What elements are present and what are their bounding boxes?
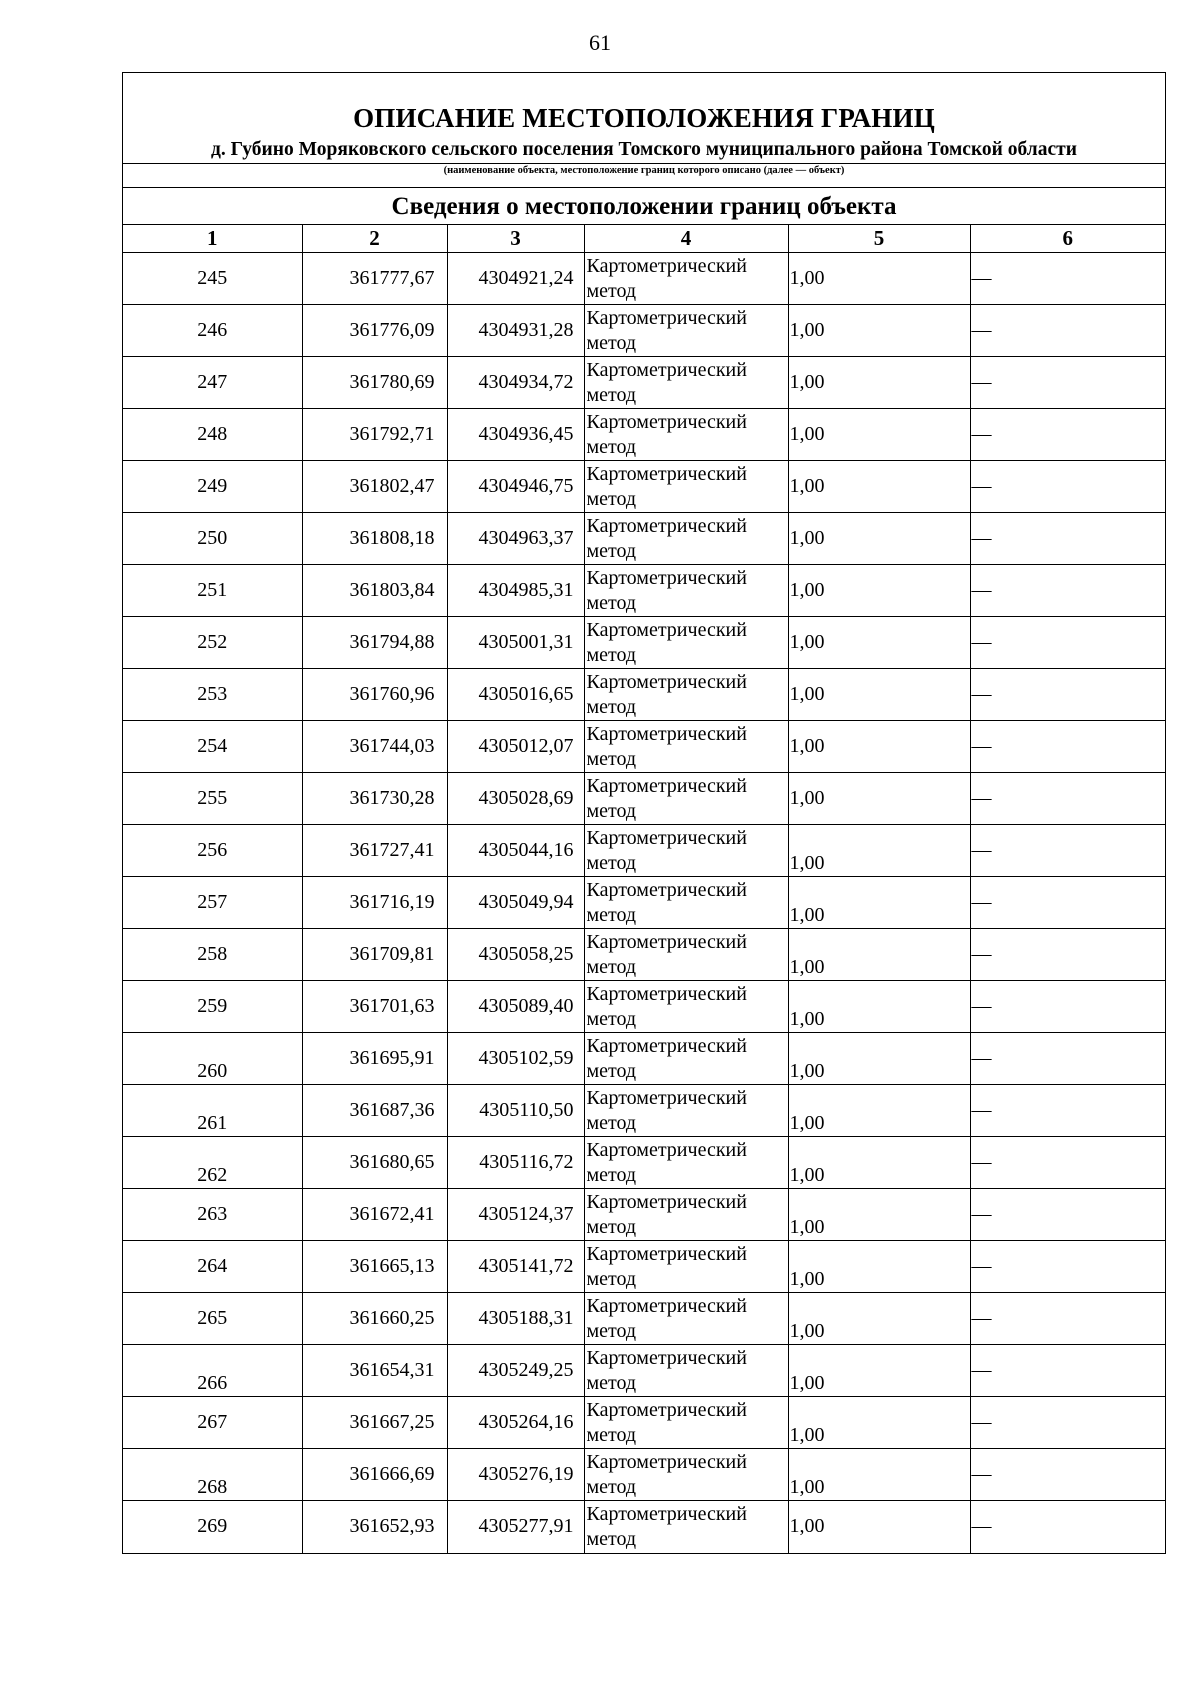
coordinate-y: 4305277,91 [447,1501,584,1553]
coordinate-x: 361701,63 [302,981,447,1033]
accuracy-value: 1,00 [788,1033,970,1085]
coordinate-x: 361744,03 [302,721,447,773]
method-line-2: метод [586,851,637,874]
accuracy-value: 1,00 [788,1189,970,1241]
accuracy-value: 1,00 [788,1397,970,1449]
column-header-6: 6 [970,225,1165,253]
method-line-1: Картометрический [586,722,747,745]
point-description: — [970,305,1165,357]
method-cell [584,1137,788,1189]
method-cell [584,1241,788,1293]
method-line-1: Картометрический [586,358,747,381]
method-cell [584,1033,788,1085]
coordinate-x: 361777,67 [302,253,447,305]
point-description: — [970,773,1165,825]
accuracy-value: 1,00 [788,565,970,617]
method-line-1: Картометрический [586,670,747,693]
coordinate-y: 4304921,24 [447,253,584,305]
method-line-1: Картометрический [586,410,747,433]
table-row [123,877,1165,929]
table-row [123,721,1165,773]
column-header-4: 4 [584,225,788,253]
table-row [123,773,1165,825]
method-line-1: Картометрический [586,1034,747,1057]
point-number: 249 [123,461,302,513]
method-line-1: Картометрический [586,306,747,329]
coordinate-x: 361666,69 [302,1449,447,1501]
coordinate-y: 4305058,25 [447,929,584,981]
method-line-1: Картометрический [586,1346,747,1369]
coordinate-y: 4305116,72 [447,1137,584,1189]
coordinate-y: 4305188,31 [447,1293,584,1345]
method-cell [584,1345,788,1397]
coordinate-x: 361667,25 [302,1397,447,1449]
document-title: ОПИСАНИЕ МЕСТОПОЛОЖЕНИЯ ГРАНИЦ [353,103,935,133]
coordinate-x: 361794,88 [302,617,447,669]
method-cell [584,1293,788,1345]
point-number: 248 [123,409,302,461]
method-line-2: метод [586,747,637,770]
table-row [123,1241,1165,1293]
coordinate-x: 361680,65 [302,1137,447,1189]
point-number: 266 [123,1345,302,1397]
point-number: 256 [123,825,302,877]
method-cell [584,253,788,305]
coordinate-x: 361660,25 [302,1293,447,1345]
method-line-1: Картометрический [586,1502,747,1525]
method-line-2: метод [586,1319,637,1342]
accuracy-value: 1,00 [788,409,970,461]
page-number: 61 [589,30,611,55]
method-line-1: Картометрический [586,618,747,641]
boundary-description-frame [122,72,1166,1554]
method-line-2: метод [586,1475,637,1498]
method-line-2: метод [586,1423,637,1446]
accuracy-value: 1,00 [788,721,970,773]
object-name-underline [123,163,1165,164]
method-cell [584,1397,788,1449]
table-row [123,565,1165,617]
point-number: 258 [123,929,302,981]
method-line-2: метод [586,1215,637,1238]
point-description: — [970,565,1165,617]
coordinate-x: 361780,69 [302,357,447,409]
accuracy-value: 1,00 [788,981,970,1033]
table-row [123,1189,1165,1241]
method-line-2: метод [586,591,637,614]
method-line-2: метод [586,331,637,354]
point-description: — [970,669,1165,721]
point-number: 264 [123,1241,302,1293]
coordinate-x: 361672,41 [302,1189,447,1241]
point-number: 268 [123,1449,302,1501]
method-line-2: метод [586,695,637,718]
point-description: — [970,513,1165,565]
method-line-2: метод [586,383,637,406]
point-number: 265 [123,1293,302,1345]
point-description: — [970,1449,1165,1501]
point-description: — [970,1293,1165,1345]
method-cell [584,1085,788,1137]
method-line-1: Картометрический [586,254,747,277]
coordinate-y: 4305016,65 [447,669,584,721]
accuracy-value: 1,00 [788,1501,970,1553]
point-description: — [970,1085,1165,1137]
method-line-1: Картометрический [586,1242,747,1265]
method-cell [584,357,788,409]
column-header-2: 2 [302,225,447,253]
coordinate-y: 4305049,94 [447,877,584,929]
coordinate-y: 4305249,25 [447,1345,584,1397]
object-name: д. Губино Моряковского сельского поселения Томского муниципального района Томской области [211,139,1077,160]
coordinate-x: 361727,41 [302,825,447,877]
method-cell [584,1189,788,1241]
table-row [123,617,1165,669]
method-line-2: метод [586,487,637,510]
point-description: — [970,617,1165,669]
accuracy-value: 1,00 [788,669,970,721]
accuracy-value: 1,00 [788,305,970,357]
method-line-1: Картометрический [586,826,747,849]
table-body [123,253,1165,1553]
coordinate-x: 361716,19 [302,877,447,929]
point-description: — [970,1501,1165,1553]
point-number: 246 [123,305,302,357]
coordinate-x: 361803,84 [302,565,447,617]
coordinate-y: 4305102,59 [447,1033,584,1085]
table-row [123,1293,1165,1345]
coordinate-y: 4305044,16 [447,825,584,877]
method-line-1: Картометрический [586,878,747,901]
document-header [123,73,1165,188]
accuracy-value: 1,00 [788,825,970,877]
point-description: — [970,721,1165,773]
method-line-2: метод [586,1371,637,1394]
accuracy-value: 1,00 [788,1137,970,1189]
point-number: 252 [123,617,302,669]
table-row [123,1397,1165,1449]
coordinate-y: 4305141,72 [447,1241,584,1293]
accuracy-value: 1,00 [788,617,970,669]
table-row [123,981,1165,1033]
coordinate-x: 361652,93 [302,1501,447,1553]
table-row [123,513,1165,565]
method-cell [584,929,788,981]
coordinate-x: 361695,91 [302,1033,447,1085]
coordinate-y: 4304934,72 [447,357,584,409]
accuracy-value: 1,00 [788,513,970,565]
point-number: 261 [123,1085,302,1137]
method-line-1: Картометрический [586,774,747,797]
coordinate-x: 361730,28 [302,773,447,825]
table-row [123,461,1165,513]
table-row [123,1501,1165,1553]
method-line-2: метод [586,1059,637,1082]
coordinate-y: 4305276,19 [447,1449,584,1501]
table-row [123,929,1165,981]
method-cell [584,565,788,617]
coordinate-y: 4305012,07 [447,721,584,773]
coordinate-x: 361687,36 [302,1085,447,1137]
point-description: — [970,461,1165,513]
point-number: 255 [123,773,302,825]
point-number: 267 [123,1397,302,1449]
method-cell [584,825,788,877]
point-number: 269 [197,1515,228,1538]
method-line-2: метод [586,1527,637,1550]
coordinate-y: 4305001,31 [447,617,584,669]
point-number: 251 [123,565,302,617]
method-cell [584,617,788,669]
table-header [123,225,1165,253]
object-name-caption: (наименование объекта, местоположение границ которого описано (далее — объект) [443,165,845,176]
method-cell [584,1501,788,1553]
column-header-3: 3 [447,225,584,253]
point-description: — [970,1189,1165,1241]
point-description: — [970,253,1165,305]
point-number: 250 [123,513,302,565]
coordinate-x: 361802,47 [302,461,447,513]
method-line-2: метод [586,903,637,926]
method-cell [584,773,788,825]
point-description: — [970,981,1165,1033]
method-line-2: метод [586,643,637,666]
column-header-5: 5 [788,225,970,253]
point-description: — [970,1137,1165,1189]
coordinate-y: 4305089,40 [447,981,584,1033]
method-line-1: Картометрический [586,1190,747,1213]
method-line-1: Картометрический [586,1294,747,1317]
coordinate-y: 4305124,37 [447,1189,584,1241]
method-cell [584,513,788,565]
method-cell [584,721,788,773]
table-row [123,1033,1165,1085]
table-row [123,1449,1165,1501]
coordinate-y: 4304931,28 [447,305,584,357]
point-description: — [970,1397,1165,1449]
table-row [123,409,1165,461]
method-line-1: Картометрический [586,566,747,589]
method-line-1: Картометрический [586,1086,747,1109]
point-description: — [970,1345,1165,1397]
point-description: — [970,357,1165,409]
accuracy-value: 1,00 [788,1345,970,1397]
method-line-2: метод [586,1163,637,1186]
point-description: — [970,1241,1165,1293]
method-cell [584,981,788,1033]
coordinate-x: 361792,71 [302,409,447,461]
table-row [123,825,1165,877]
coordinate-y: 4304985,31 [447,565,584,617]
method-line-2: метод [586,1267,637,1290]
method-cell [584,305,788,357]
method-line-1: Картометрический [586,1398,747,1421]
table-row [123,1345,1165,1397]
table-row [123,1137,1165,1189]
accuracy-value: 1,00 [788,773,970,825]
method-cell [584,669,788,721]
coordinate-x: 361808,18 [302,513,447,565]
column-header-1: 1 [123,225,302,253]
method-cell [584,461,788,513]
accuracy-value: 1,00 [788,357,970,409]
accuracy-value: 1,00 [788,929,970,981]
method-cell [584,409,788,461]
method-line-2: метод [586,799,637,822]
coordinate-y: 4305110,50 [447,1085,584,1137]
method-line-1: Картометрический [586,514,747,537]
accuracy-value: 1,00 [788,1241,970,1293]
point-number: 254 [123,721,302,773]
coordinate-y: 4305264,16 [447,1397,584,1449]
accuracy-value: 1,00 [788,253,970,305]
method-line-2: метод [586,435,637,458]
section-heading: Сведения о местоположении границ объекта [123,188,1165,225]
method-cell [584,877,788,929]
method-line-1: Картометрический [586,1450,747,1473]
accuracy-value: 1,00 [788,461,970,513]
method-line-2: метод [586,1007,637,1030]
coordinate-y: 4304936,45 [447,409,584,461]
method-line-1: Картометрический [586,930,747,953]
point-description: — [970,877,1165,929]
method-line-1: Картометрический [586,462,747,485]
coordinate-x: 361654,31 [302,1345,447,1397]
point-number: 253 [123,669,302,721]
accuracy-value: 1,00 [788,1085,970,1137]
point-description: — [970,409,1165,461]
method-line-2: метод [586,955,637,978]
table-row [123,357,1165,409]
coordinate-y: 4305028,69 [447,773,584,825]
point-number: 247 [123,357,302,409]
point-number: 245 [123,253,302,305]
coordinate-x: 361709,81 [302,929,447,981]
accuracy-value: 1,00 [788,1293,970,1345]
method-line-1: Картометрический [586,982,747,1005]
table-row [123,1085,1165,1137]
accuracy-value: 1,00 [788,877,970,929]
coordinates-table [123,225,1165,1553]
coordinate-x: 361776,09 [302,305,447,357]
table-row [123,253,1165,305]
coordinate-x: 361665,13 [302,1241,447,1293]
method-cell [584,1449,788,1501]
method-line-1: Картометрический [586,1138,747,1161]
point-number: 259 [123,981,302,1033]
coordinate-y: 4304963,37 [447,513,584,565]
table-row [123,669,1165,721]
table-row [123,305,1165,357]
coordinate-x: 361760,96 [302,669,447,721]
method-line-2: метод [586,279,637,302]
method-line-2: метод [586,539,637,562]
point-description: — [970,825,1165,877]
point-description: — [970,1033,1165,1085]
point-description: — [970,929,1165,981]
accuracy-value: 1,00 [788,1449,970,1501]
point-number: 263 [123,1189,302,1241]
point-number: 262 [123,1137,302,1189]
point-number: 257 [123,877,302,929]
point-number: 260 [123,1033,302,1085]
coordinate-y: 4304946,75 [447,461,584,513]
method-line-2: метод [586,1111,637,1134]
